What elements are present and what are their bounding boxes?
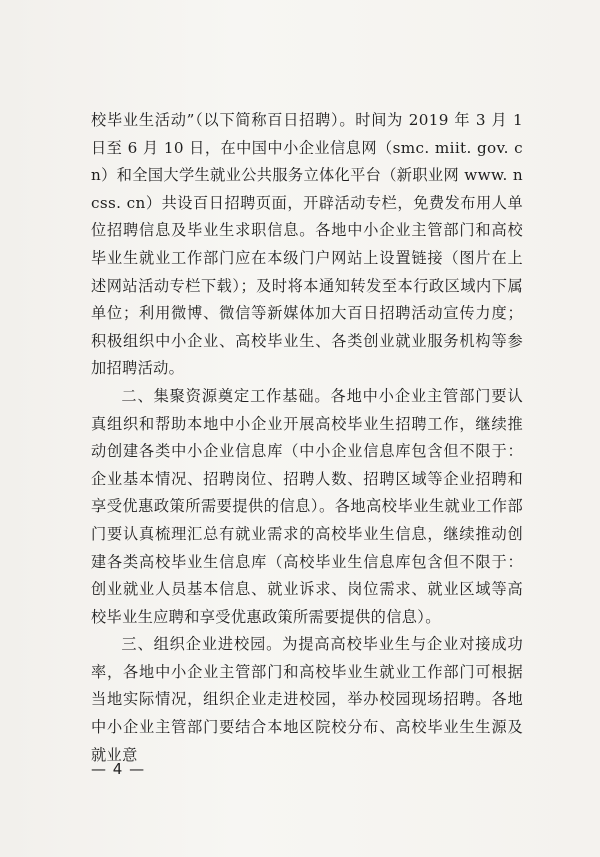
paragraph-section-two: 二、集聚资源奠定工作基础。各地中小企业主管部门要认真组织和帮助本地中小企业开展高校毕业生招聘工作，继续推动创建各类中小企业信息库（中小企业信息库包含但不限于：企业基本情况、招聘岗位、招聘人数、招聘区域等企业招聘和享受优惠政策所需要提供的信息）。各地高校毕业生就业工作部门要认真梳理汇总有就业需求的高校毕业生信息，继续推动创建各类高校毕业生信息库（高校毕业生信息库包含但不限于：创业就业人员基本信息、就业诉求、岗位需求、就业区域等高校毕业生应聘和享受优惠政策所需要提供的信息）。: [91, 386, 523, 626]
document-body: [91, 107, 523, 769]
page-number: — 4 —: [91, 760, 146, 778]
paragraph-continuation: 校毕业生活动”（以下简称百日招聘）。时间为 2019 年 3 月 1 日至 6 月 10 日，在中国中小企业信息网（smc. miit. gov. cn）和全国大学生就业公共服务立体化平台（新职业网 www. ncss. cn）共设百日招聘页面，开辟活动专栏，免费发布用人单位招聘信息及毕业生求职信息。各地中小企业主管部门和高校毕业生就业工作部门应在本级门户网站上设置链接（图片在上述网站活动专栏下载）；及时将本通知转发至本行政区域内下属单位；利用微博、微信等新媒体加大百日招聘活动宣传力度；积极组织中小企业、高校毕业生、各类创业就业服务机构等参加招聘活动。: [91, 111, 523, 378]
paragraph-section-three: 三、组织企业进校园。为提高高校毕业生与企业对接成功率，各地中小企业主管部门和高校毕业生就业工作部门可根据当地实际情况，组织企业走进校园，举办校园现场招聘。各地中小企业主管部门要结合本地区院校分布、高校毕业生生源及就业意: [91, 635, 523, 764]
